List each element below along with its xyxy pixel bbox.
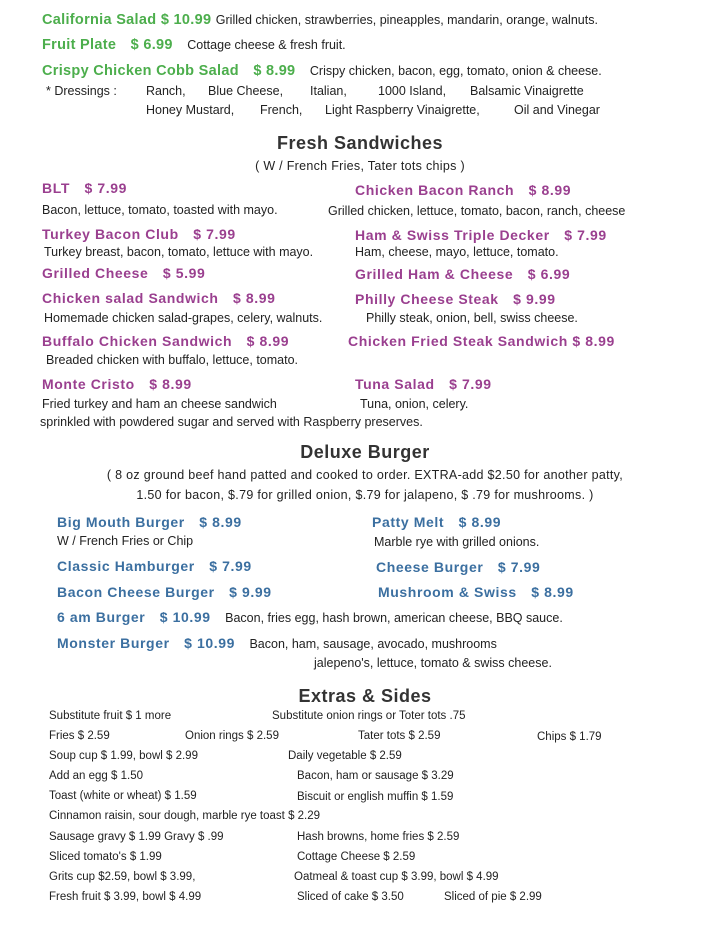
menu-item-turkey-bacon-club — [42, 226, 236, 244]
item-name: Chicken salad Sandwich — [42, 290, 219, 306]
section-title-sandwiches: Fresh Sandwiches — [276, 133, 444, 153]
item-description: Turkey breast, bacon, tomato, lettuce with mayo. — [44, 245, 314, 259]
menu-item-bacon-cheese-burger — [57, 584, 272, 602]
item-description-continued: jalepeno's, lettuce, tomato & swiss cheese. — [314, 656, 552, 670]
item-name: 6 am Burger — [57, 609, 146, 625]
item-description: Bacon, fries egg, hash brown, american cheese, BBQ sauce. — [225, 611, 563, 625]
menu-item-monster-burger — [57, 635, 497, 653]
menu-item-grilled-cheese — [42, 265, 205, 283]
side-item: Sausage gravy $ 1.99 Gravy $ .99 — [49, 831, 224, 843]
item-description: Fried turkey and ham an cheese sandwich — [42, 397, 277, 411]
item-name: Bacon Cheese Burger — [57, 584, 215, 600]
menu-item-6am-burger — [57, 609, 563, 627]
item-price: $ 7.99 — [449, 376, 492, 392]
item-price: $ 7.99 — [84, 180, 127, 196]
side-item: Soup cup $ 1.99, bowl $ 2.99 — [49, 750, 198, 762]
item-price: $ 7.99 — [209, 558, 252, 574]
side-item: Sliced of cake $ 3.50 — [297, 891, 404, 903]
item-description: Philly steak, onion, bell, swiss cheese. — [366, 311, 578, 325]
side-item: Bacon, ham or sausage $ 3.29 — [297, 770, 454, 782]
item-price: $ 7.99 — [564, 227, 607, 243]
item-name: Mushroom & Swiss — [378, 584, 517, 600]
menu-item-mushroom-swiss — [378, 584, 574, 602]
item-description: Crispy chicken, bacon, egg, tomato, onion & cheese. — [309, 64, 602, 78]
item-name: Classic Hamburger — [57, 558, 195, 574]
item-price: $ 10.99 — [160, 12, 212, 28]
item-description: Ham, cheese, mayo, lettuce, tomato. — [355, 245, 559, 259]
item-price: $ 8.99 — [149, 376, 192, 392]
menu-item-classic-hamburger — [57, 558, 252, 576]
side-item: Substitute onion rings or Toter tots .75 — [272, 710, 466, 722]
item-description: Bacon, ham, sausage, avocado, mushrooms — [249, 637, 497, 651]
dressings-label: * Dressings : — [46, 84, 117, 98]
menu-item-tuna-salad — [355, 376, 492, 394]
side-item: Grits cup $2.59, bowl $ 3.99, — [49, 871, 196, 883]
item-name: Grilled Ham & Cheese — [355, 266, 514, 282]
burger-note-line-2: 1.50 for bacon, $.79 for grilled onion, $.79 for jalapeno, $ .79 for mushrooms. ) — [136, 488, 594, 502]
menu-item-chicken-salad-sandwich — [42, 290, 276, 308]
menu-item-cheese-burger — [376, 559, 540, 577]
dressing-option: Blue Cheese, — [208, 84, 284, 98]
side-item: Add an egg $ 1.50 — [49, 770, 143, 782]
item-description: Cottage cheese & fresh fruit. — [187, 38, 346, 52]
menu-item-chicken-fried-steak-sandwich — [348, 333, 615, 351]
item-price: $ 10.99 — [159, 609, 211, 625]
item-price: $ 6.99 — [527, 266, 571, 282]
section-title-burgers: Deluxe Burger — [300, 442, 430, 462]
item-name: Cheese Burger — [376, 559, 484, 575]
item-price: $ 9.99 — [513, 291, 556, 307]
item-price: $ 10.99 — [184, 635, 236, 651]
item-price: $ 5.99 — [162, 265, 206, 281]
item-name: BLT — [42, 180, 70, 196]
dressing-option: Ranch, — [146, 84, 186, 98]
item-name: Grilled Cheese — [42, 265, 149, 281]
side-item: Cottage Cheese $ 2.59 — [297, 851, 416, 863]
dressing-option: Balsamic Vinaigrette — [470, 84, 584, 98]
item-price: $ 8.99 — [253, 63, 296, 79]
side-item: Oatmeal & toast cup $ 3.99, bowl $ 4.99 — [294, 871, 499, 883]
menu-item-philly-cheese-steak — [355, 291, 556, 309]
item-name: Chicken Bacon Ranch — [355, 182, 515, 198]
dressing-option: Honey Mustard, — [146, 103, 235, 117]
menu-item-patty-melt — [372, 514, 501, 532]
side-item: Cinnamon raisin, sour dough, marble rye toast $ 2.29 — [49, 810, 321, 822]
dressing-option: French, — [260, 103, 303, 117]
item-price: $ 8.99 — [199, 514, 242, 530]
menu-item-grilled-ham-cheese — [355, 266, 570, 284]
side-item: Daily vegetable $ 2.59 — [288, 750, 402, 762]
item-description: Breaded chicken with buffalo, lettuce, tomato. — [46, 353, 299, 367]
menu-item-chicken-bacon-ranch — [355, 182, 571, 200]
side-item: Fresh fruit $ 3.99, bowl $ 4.99 — [49, 891, 202, 903]
item-name: Ham & Swiss Triple Decker — [355, 227, 550, 243]
item-name: Turkey Bacon Club — [42, 226, 179, 242]
item-price: $ 8.99 — [233, 290, 276, 306]
item-name: Crispy Chicken Cobb Salad — [42, 63, 239, 79]
dressing-option: Light Raspberry Vinaigrette, — [325, 103, 480, 117]
item-description: Tuna, onion, celery. — [360, 397, 469, 411]
item-price: $ 8.99 — [458, 514, 502, 530]
dressing-option: Oil and Vinegar — [514, 103, 600, 117]
item-name: Big Mouth Burger — [57, 514, 185, 530]
menu-item-blt — [42, 180, 127, 198]
side-item: Sliced of pie $ 2.99 — [444, 891, 542, 903]
menu-item-big-mouth-burger — [57, 514, 242, 532]
item-price: $ 8.99 — [528, 182, 572, 198]
burger-note-line-1: ( 8 oz ground beef hand patted and cooked to order. EXTRA-add $2.50 for another patty, — [106, 468, 624, 482]
item-description: W / French Fries or Chip — [57, 534, 194, 548]
item-price: $ 8.99 — [572, 333, 615, 349]
side-item: Toast (white or wheat) $ 1.59 — [49, 790, 197, 802]
item-description-continued: sprinkled with powdered sugar and served with Raspberry preserves. — [40, 415, 423, 429]
menu-item-california-salad — [42, 11, 598, 29]
item-price: $ 8.99 — [246, 333, 290, 349]
menu-item-cobb-salad — [42, 62, 602, 80]
side-item: Substitute fruit $ 1 more — [49, 710, 172, 722]
item-name: Fruit Plate — [42, 37, 117, 53]
item-description: Grilled chicken, lettuce, tomato, bacon, ranch, cheese — [328, 204, 626, 218]
menu-item-buffalo-chicken-sandwich — [42, 333, 289, 351]
item-name: Philly Cheese Steak — [355, 291, 499, 307]
item-price: $ 7.99 — [193, 226, 236, 242]
menu-item-fruit-plate — [42, 36, 346, 54]
item-price: $ 6.99 — [130, 37, 173, 53]
item-name: Monster Burger — [57, 635, 170, 651]
item-name: Monte Cristo — [42, 376, 135, 392]
dressing-option: Italian, — [310, 84, 347, 98]
item-name: Tuna Salad — [355, 376, 435, 392]
item-description: Homemade chicken salad-grapes, celery, walnuts. — [44, 311, 323, 325]
item-description: Marble rye with grilled onions. — [374, 535, 540, 549]
side-item: Tater tots $ 2.59 — [358, 730, 441, 742]
side-item: Hash browns, home fries $ 2.59 — [297, 831, 460, 843]
section-title-extras: Extras & Sides — [298, 686, 432, 706]
side-item: Onion rings $ 2.59 — [185, 730, 279, 742]
dressing-option: 1000 Island, — [378, 84, 447, 98]
item-name: Chicken Fried Steak Sandwich — [348, 333, 568, 349]
item-name: Patty Melt — [372, 514, 445, 530]
item-price: $ 7.99 — [497, 559, 541, 575]
item-price: $ 9.99 — [229, 584, 272, 600]
item-description: Grilled chicken, strawberries, pineapples, mandarin, orange, walnuts. — [215, 13, 598, 27]
side-item: Sliced tomato's $ 1.99 — [49, 851, 162, 863]
menu-item-monte-cristo — [42, 376, 192, 394]
item-name: California Salad — [42, 12, 157, 28]
side-item: Biscuit or english muffin $ 1.59 — [297, 791, 454, 803]
section-subtitle-sandwiches: ( W / French Fries, Tater tots chips ) — [255, 159, 465, 173]
side-item: Fries $ 2.59 — [49, 730, 110, 742]
item-name: Buffalo Chicken Sandwich — [42, 333, 233, 349]
item-description: Bacon, lettuce, tomato, toasted with mayo. — [42, 203, 278, 217]
item-price: $ 8.99 — [531, 584, 574, 600]
side-item: Chips $ 1.79 — [537, 731, 602, 743]
menu-item-ham-swiss-triple-decker — [355, 227, 607, 245]
